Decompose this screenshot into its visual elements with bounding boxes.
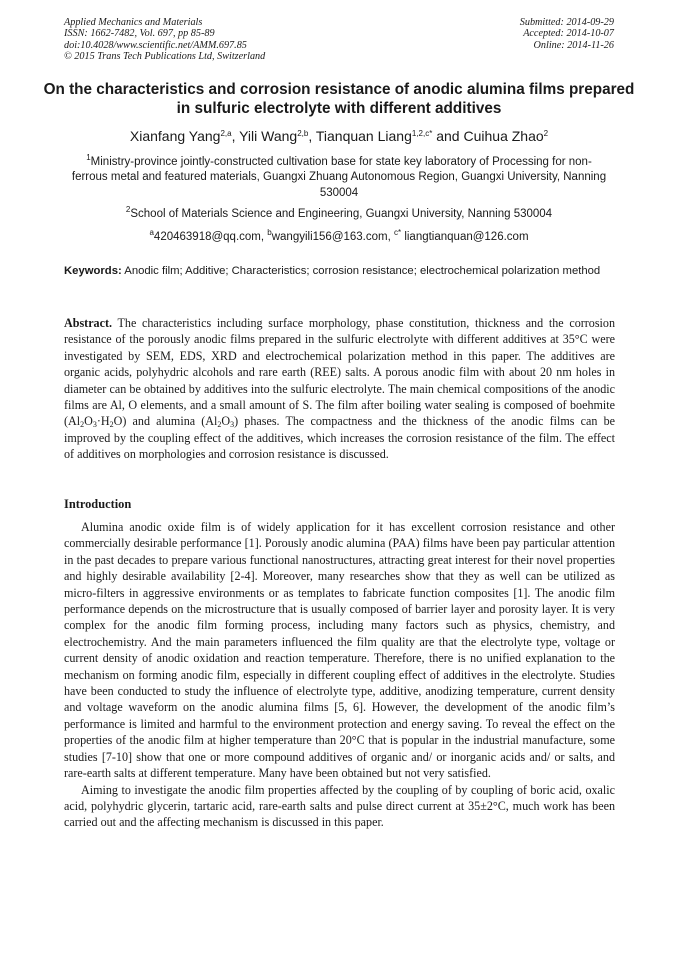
author-name: Tianquan Liang <box>315 128 412 144</box>
doi-line[interactable]: doi:10.4028/www.scientific.net/AMM.697.85 <box>64 39 247 51</box>
paragraph: Alumina anodic oxide film is of widely application for it has excellent corrosion resistance and other commercially desirable performance [1]. Porously anodic alumina (PAA) films have been pay particular attention in the past decades to prepare various functional nanostructures, attracting great interest for their novel properties and highly desirable availability [2-4]. Moreover, many researches show that they as well can be utilized as micro-filters in aggressive environments or as templates to fabricate function composites [1]. The anodic film performance depends on the microstructure that is usually composed of barrier layer and porosity layer. It is very complex for the anodic film forming process, including many factors such as physics, chemistry, and electrochemistry. And the main parameters influenced the film quality are that the electrolyte type, voltage or current density of anodic oxidation and reaction temperature. Therefore, there is no unified explanation to the mechanism on forming anodic film, especially in different coupling effect of additives in the electrolyte. Studies have been conducted to study the influence of electrolyte type, additive, anodizing temperature, current density and voltage waveform on the anodic alumina films [5, 6]. However, the development of the anodic film’s performance is limited and harmful to the environment protection and energy saving. To reveal the effect on the properties of the anodic film at higher temperature than 20°C that is popular in the industrial manufacture, some studies [7-10] show that one or more compound additives of organic and/ or inorganic acids and/ or salts, and rare-earth salts at different temperature. Many have been obtained but not very satisfied. <box>64 520 615 781</box>
keywords-text: Anodic film; Additive; Characteristics; corrosion resistance; electrochemical polarization method <box>121 265 601 277</box>
abstract-text: ) phases. The compactness and the thickness of the anodic films can be improved by the coupling effect of the additives, which increases the corrosion resistance of the film. The effect of additives on morphologies and corrosion resistance is discussed. <box>64 414 615 462</box>
submission-dates <box>520 17 614 51</box>
email-mark: b <box>267 228 272 237</box>
formula-subscript: 3 <box>92 420 97 430</box>
accepted-date: Accepted: 2014-10-07 <box>523 28 614 40</box>
issn-line: ISSN: 1662-7482, Vol. 697, pp 85-89 <box>64 28 215 40</box>
paragraph: Aiming to investigate the anodic film properties affected by the coupling of by coupling of boric acid, oxalic acid, polyhydric glycerin, tartaric acid, rare-earth salts and pulse direct current at 35±2°C, much work has been carried out and the affecting mechanism is discussed in this paper. <box>64 782 615 830</box>
section-heading-introduction: Introduction <box>64 497 132 511</box>
formula-subscript: 2 <box>80 420 85 430</box>
formula-part: O) and alumina (Al <box>113 414 218 429</box>
keywords-label: Keywords: <box>64 265 122 277</box>
formula-part: O <box>84 414 93 429</box>
author-affiliation-mark: 2,a <box>220 129 232 138</box>
abstract-text: The characteristics including surface morphology, phase constitution, thickness and the corrosion resistance of the porously anodic films prepared in the sulfuric electrolyte with different additives at 35°C were investigated by SEM, EDS, XRD and electrochemical polarization method in this paper. The additives are organic acids, polyhydric alcohols and rare earth (REE) salts. A porous anodic film with about 20 nm holes in diameter can be obtained by additives into the sulfuric electrolyte. The main chemical compositions of the anodic films are Al, O elements, and a small amount of S. The film after boiling water sealing is composed of boehmite (Al <box>64 316 615 429</box>
email-link[interactable]: 420463918@qq.com <box>153 231 261 243</box>
formula-part: O <box>221 414 231 429</box>
submitted-date: Submitted: 2014-09-29 <box>519 17 614 28</box>
email-mark: c* <box>394 228 402 237</box>
copyright-line: © 2015 Trans Tech Publications Ltd, Switzerland <box>64 51 266 63</box>
online-date: Online: 2014-11-26 <box>533 39 614 51</box>
affiliation-mark: 2 <box>125 205 131 214</box>
author-name: Xianfang Yang <box>129 128 221 144</box>
affiliation-text: School of Materials Science and Engineering, Guangxi University, Nanning 530004 <box>130 208 553 220</box>
formula-subscript: 2 <box>217 420 222 430</box>
author-affiliation-mark: 2,b <box>297 129 309 138</box>
author-separator: , <box>308 128 316 144</box>
abstract-label: Abstract. <box>64 316 113 330</box>
email-link[interactable]: liangtianquan@126.com <box>401 231 529 243</box>
abstract <box>64 315 615 463</box>
author-affiliation-mark: 2 <box>543 129 549 138</box>
author-separator: and <box>432 128 464 144</box>
formula-subscript: 3 <box>230 420 235 430</box>
introduction-body <box>64 519 615 831</box>
affiliation-2 <box>70 207 608 222</box>
affiliation-1 <box>70 155 608 201</box>
formula-part: ·H <box>96 414 110 429</box>
journal-name: Applied Mechanics and Materials <box>64 17 203 28</box>
paper-title: On the characteristics and corrosion resistance of anodic alumina films prepared in sulfuric electrolyte with different additives <box>43 81 635 117</box>
author-name: Yili Wang <box>239 128 298 144</box>
email-mark: a <box>149 228 154 237</box>
email-separator: , <box>260 231 268 243</box>
affiliation-mark: 1 <box>86 153 91 162</box>
journal-info <box>64 17 265 63</box>
affiliation-text: Ministry-province jointly-constructed cultivation base for state key laboratory of Processing for non-ferrous metal and featured materials, Guangxi Zhuang Autonomous Region, Guangxi University, Nanning 530004 <box>71 156 607 199</box>
author-name: Cuihua Zhao <box>463 128 544 144</box>
author-list <box>40 127 638 145</box>
formula-subscript: 2 <box>109 420 114 430</box>
author-separator: , <box>231 128 240 144</box>
keywords <box>64 264 615 279</box>
author-affiliation-mark: 1,2,c* <box>411 129 433 138</box>
email-list <box>40 230 638 245</box>
email-link[interactable]: wangyili156@163.com <box>271 231 388 243</box>
email-separator: , <box>387 231 394 243</box>
